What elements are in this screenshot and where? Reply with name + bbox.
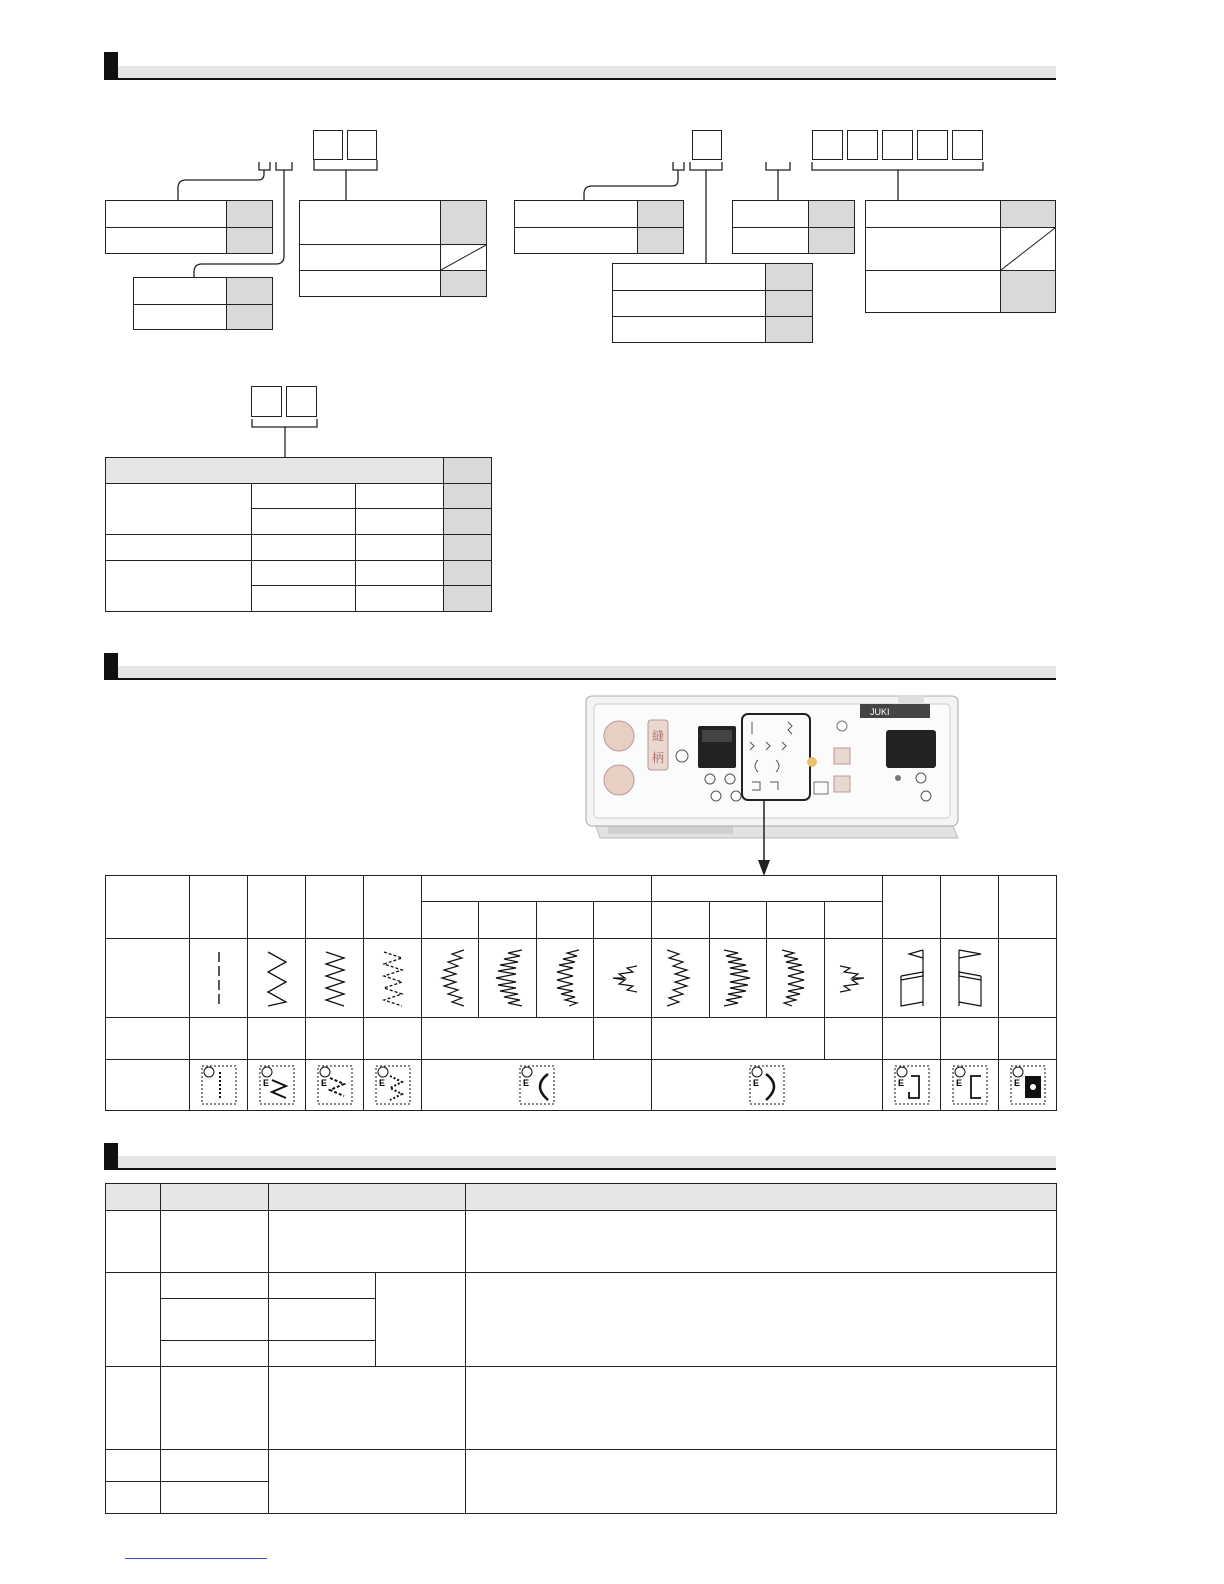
- crescent-left-4-glyph: [603, 946, 643, 1010]
- section-2-marker: [104, 653, 118, 680]
- section-1-marker: [104, 52, 118, 80]
- svg-text:E: E: [753, 1078, 760, 1088]
- code-box-9: [251, 386, 282, 417]
- option-box-a: [105, 200, 273, 254]
- zigzag-2-glyph: [262, 948, 292, 1008]
- code-box-3: [692, 130, 722, 160]
- kanji-top-label: 縫: [652, 729, 665, 743]
- spec-header-4: [466, 1184, 1057, 1211]
- crescent-right-2-glyph: [718, 946, 758, 1010]
- svg-text:E: E: [1013, 1078, 1020, 1088]
- option-box-g: [865, 200, 1056, 313]
- crescent-right-3-glyph: [776, 946, 816, 1010]
- code-box-7: [917, 130, 948, 160]
- code-box-4: [812, 130, 843, 160]
- section-3-bar: [104, 1156, 1056, 1170]
- spec-header-2: [161, 1184, 269, 1211]
- svg-text:E: E: [320, 1078, 327, 1088]
- footer-link-underline[interactable]: [125, 1558, 267, 1559]
- crescent-right-4-glyph: [834, 946, 874, 1010]
- crescent-left-2-glyph: [488, 946, 528, 1010]
- option-box-d: [514, 200, 684, 254]
- straight-stitch-icon[interactable]: [200, 1064, 238, 1106]
- crescent-right-1-glyph: [661, 946, 701, 1010]
- pattern-table: [105, 875, 1057, 1111]
- section-1-bar: [104, 66, 1056, 80]
- right-crescent-icon[interactable]: [748, 1064, 786, 1106]
- brand-label: JUKI: [870, 707, 890, 717]
- trapezoid-right-icon[interactable]: [951, 1064, 989, 1106]
- svg-text:E: E: [378, 1078, 385, 1088]
- code-box-10: [286, 386, 317, 417]
- trapezoid-right-glyph: [953, 946, 987, 1010]
- zigzag-2-step-icon[interactable]: [258, 1064, 296, 1106]
- section-2-bar: [104, 666, 1056, 680]
- option-box-f: [732, 200, 855, 254]
- code-box-1: [313, 130, 343, 160]
- section-3-marker: [104, 1143, 118, 1170]
- spec-table: [105, 1183, 1057, 1514]
- svg-text:E: E: [262, 1078, 269, 1088]
- option-box-e: [612, 263, 813, 343]
- kanji-bottom-label: 柄: [652, 751, 665, 765]
- bottom-code-connector: [245, 415, 325, 460]
- svg-text:E: E: [522, 1078, 529, 1088]
- straight-stitch-glyph: [204, 948, 234, 1008]
- svg-text:E: E: [897, 1078, 904, 1088]
- code-box-8: [952, 130, 983, 160]
- trapezoid-left-icon[interactable]: [893, 1064, 931, 1106]
- custom-pattern-icon[interactable]: [1009, 1064, 1047, 1106]
- trapezoid-left-glyph: [895, 946, 929, 1010]
- zigzag-3-step-icon[interactable]: [316, 1064, 354, 1106]
- svg-text:E: E: [955, 1078, 962, 1088]
- spec-header-3: [269, 1184, 466, 1211]
- crescent-left-3-glyph: [545, 946, 585, 1010]
- crescent-left-1-glyph: [430, 946, 470, 1010]
- code-box-5: [847, 130, 878, 160]
- panel-arrow: [755, 800, 775, 878]
- code-box-6: [882, 130, 913, 160]
- option-box-c: [299, 200, 487, 297]
- zigzag-4-glyph: [378, 948, 408, 1008]
- zigzag-4-step-icon[interactable]: [374, 1064, 412, 1106]
- left-crescent-icon[interactable]: [518, 1064, 556, 1106]
- bottom-option-table: [105, 457, 492, 612]
- code-box-2: [347, 130, 377, 160]
- option-box-b: [133, 277, 273, 330]
- zigzag-3-glyph: [320, 948, 350, 1008]
- spec-header-1: [106, 1184, 161, 1211]
